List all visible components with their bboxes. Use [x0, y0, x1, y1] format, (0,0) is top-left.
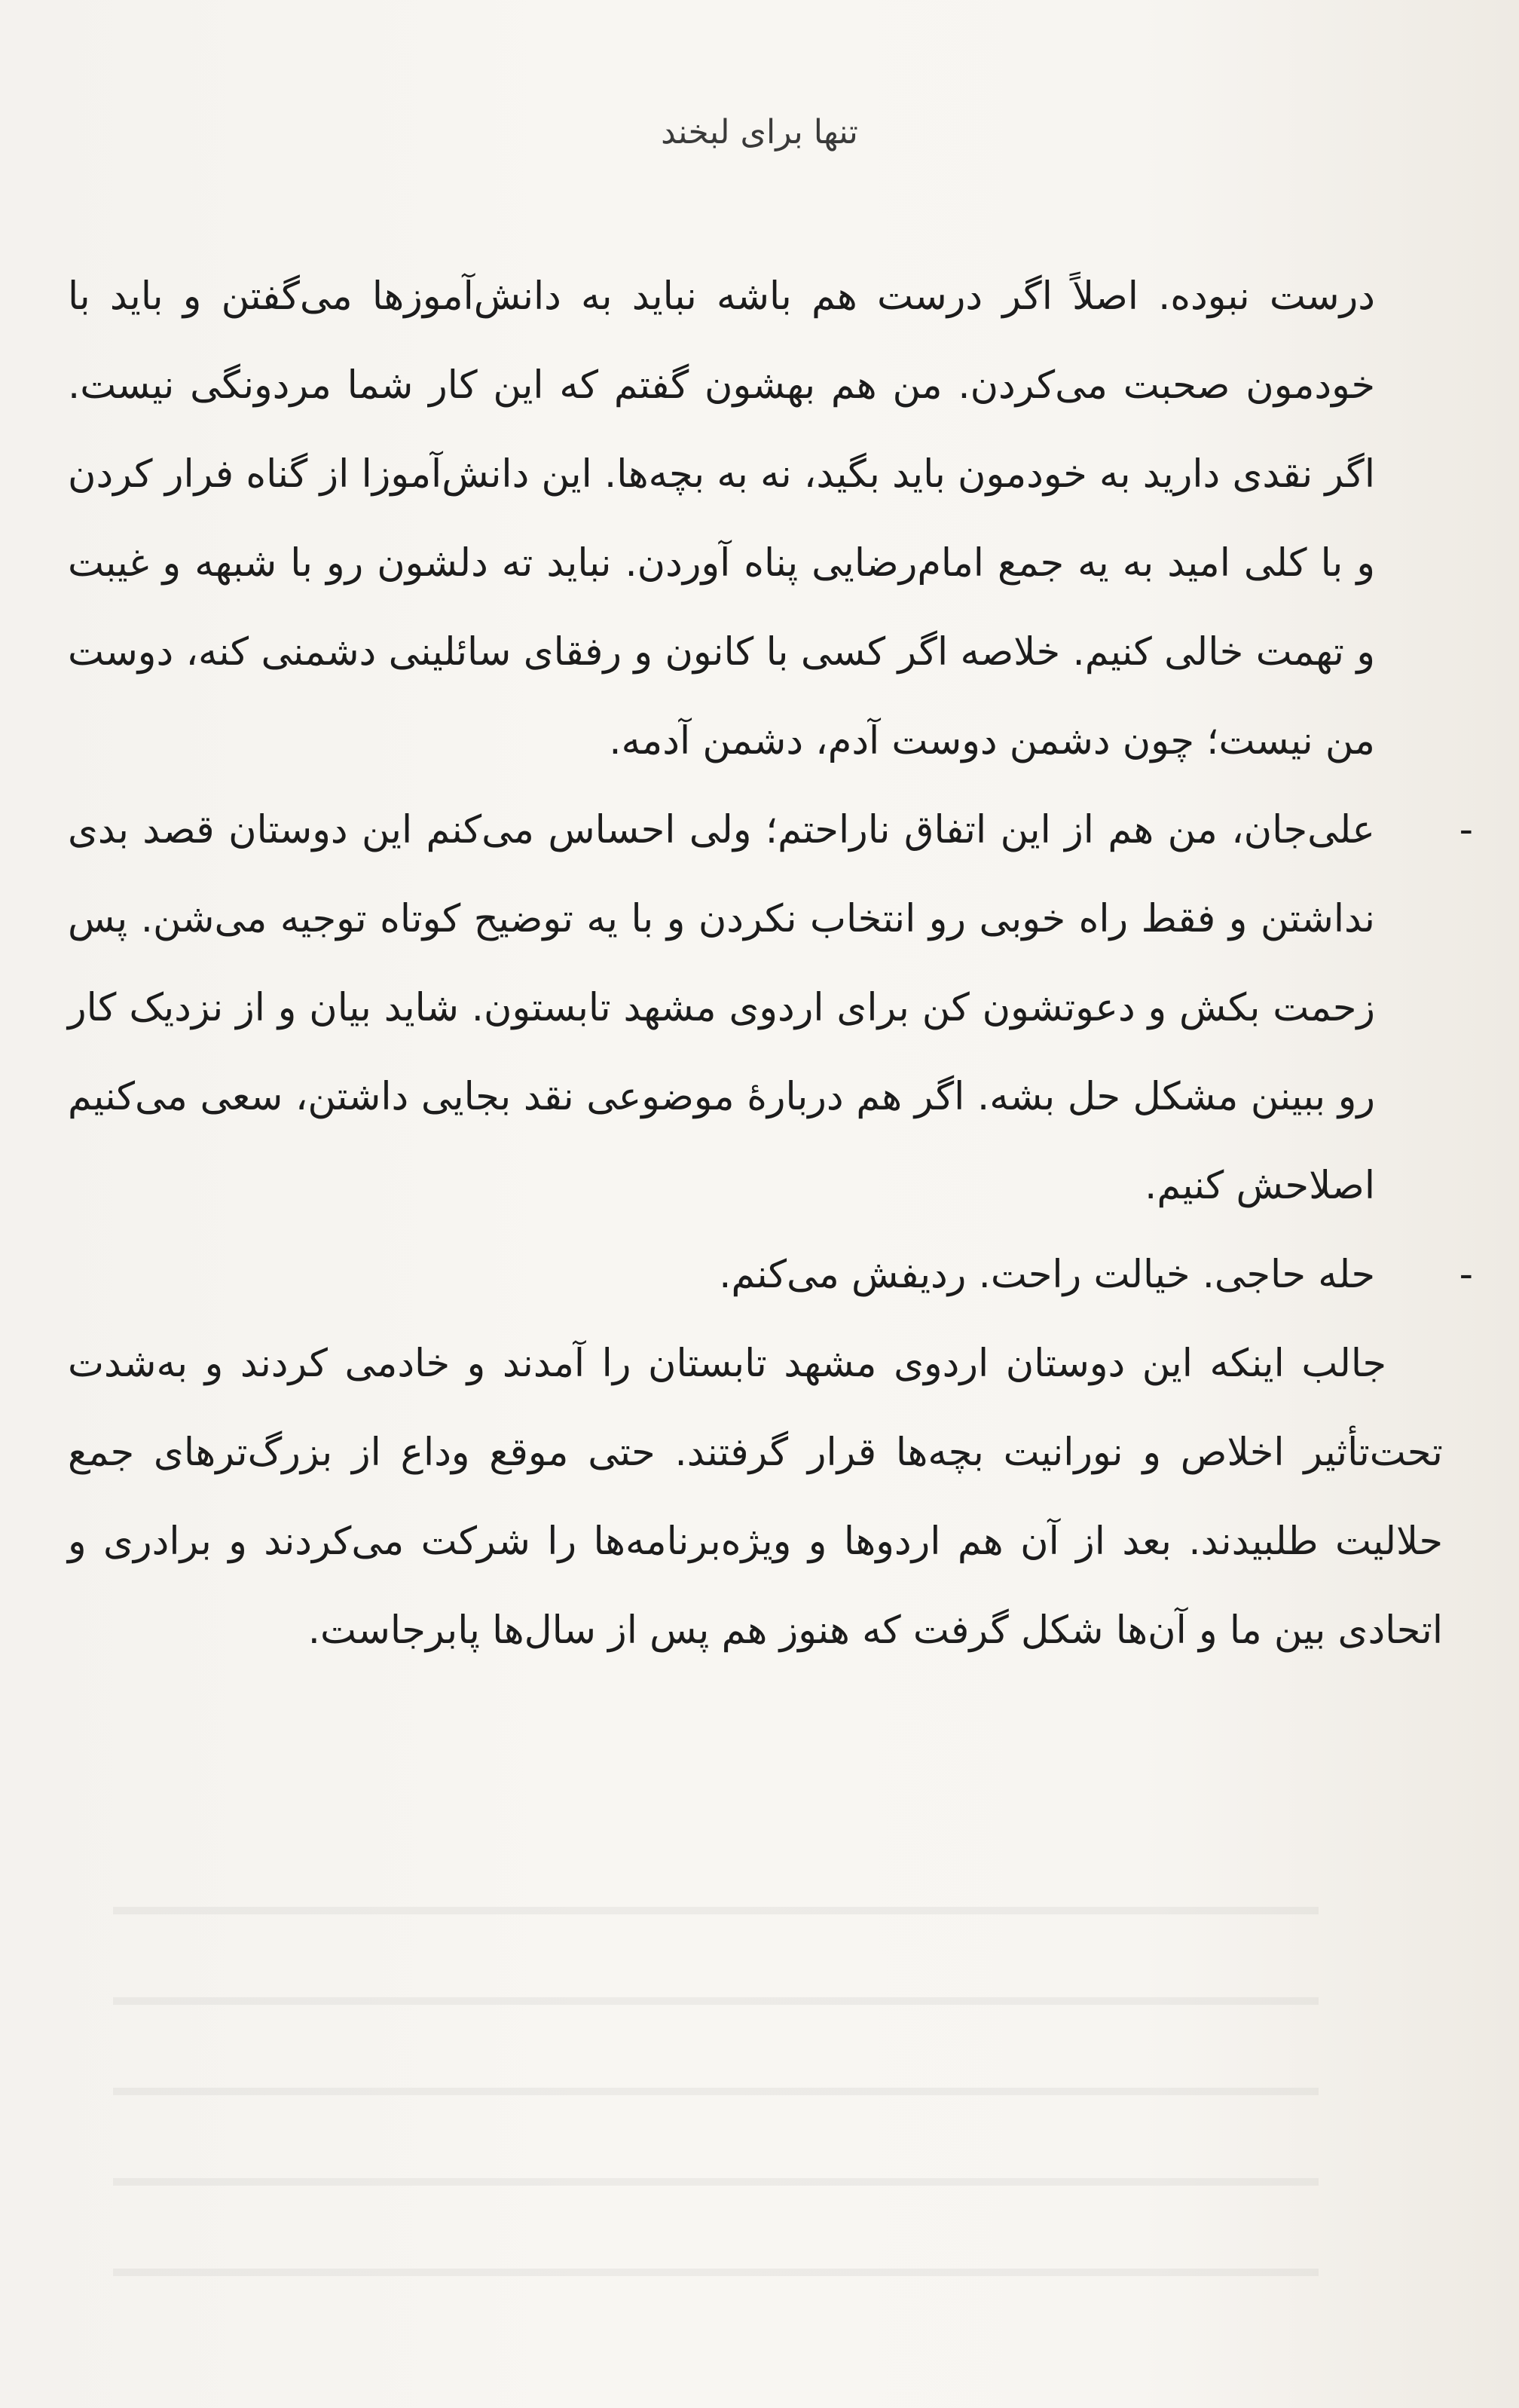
dialogue-dash: - [1459, 808, 1473, 852]
dialogue-text: علی‌جان، من هم از این اتفاق ناراحتم؛ ولی احساس می‌کنم این دوستان قصد بدی نداشتن و فقط راه خوبی رو انتخاب نکردن و با یه توضیح کوتاه توجیه می‌شن. پس زحمت بکش و دعوتشون کن برای اردوی مشهد تابستون. شاید بیان و از نزدیک کار رو ببینن مشکل حل بشه. اگر هم دربارۀ موضوعی نقد بجایی داشتن، سعی می‌کنیم اصلاحش کنیم. [68, 808, 1375, 1208]
dialogue-dash: - [1459, 1253, 1473, 1297]
dialogue-line-1 [68, 786, 1473, 1231]
dialogue-line-2 [68, 1231, 1473, 1320]
reverse-side-bleed-through [113, 1847, 1319, 2344]
paragraph-narration: جالب اینکه این دوستان اردوی مشهد تابستان را آمدند و خادمی کردند و به‌شدت تحت‌تأثیر اخلاص و نورانیت بچه‌ها قرار گرفتند. حتی موقع وداع از بزرگ‌ترهای جمع حلالیت طلبیدند. بعد از آن هم اردوها و ویژه‌برنامه‌ها را شرکت می‌کردند و برادری و اتحادی بین ما و آن‌ها شکل گرفت که هنوز هم پس از سال‌ها پابرجاست. [68, 1342, 1443, 1653]
paragraph-continuation: درست نبوده. اصلاً اگر درست هم باشه نباید به دانش‌آموزها می‌گفتن و باید با خودمون صحبت می‌کردن. من هم بهشون گفتم که این کار شما مردونگی نیست. اگر نقدی دارید به خودمون باید بگید، نه به بچه‌ها. این دانش‌آموزا از گناه فرار کردن و با کلی امید به یه جمع امام‌رضایی پناه آوردن. نباید ته دلشون رو با شبهه و غیبت و تهمت خالی کنیم. خلاصه اگر کسی با کانون و رفقای سائلینی دشمنی کنه، دوست من نیست؛ چون دشمن دوست آدم، دشمن آدمه. [68, 274, 1375, 763]
page-body-text [68, 252, 1473, 1675]
running-header-title: تنها برای لبخند [661, 113, 858, 151]
dialogue-text: حله حاجی. خیالت راحت. ردیفش می‌کنم. [719, 1253, 1375, 1297]
